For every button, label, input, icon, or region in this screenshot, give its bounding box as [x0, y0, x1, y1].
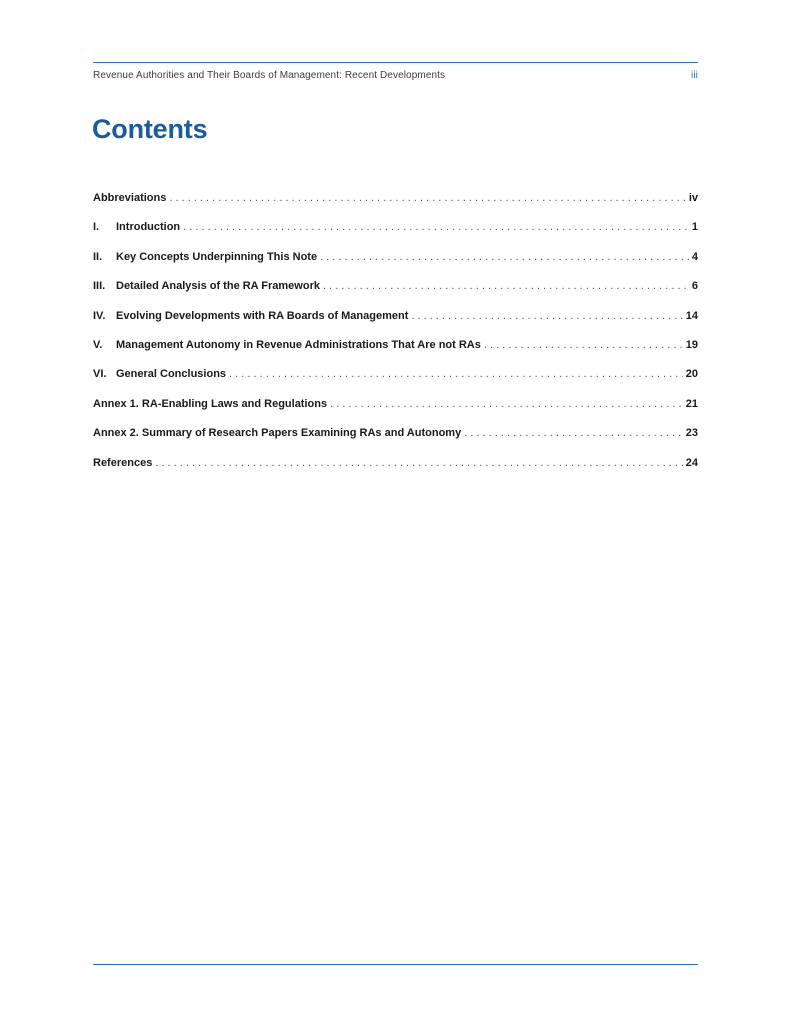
dot-leader — [155, 457, 682, 469]
running-header — [93, 68, 698, 82]
toc-entry-general-conclusions[interactable] — [93, 368, 698, 397]
dot-leader — [183, 221, 689, 233]
toc-page-number: 19 — [685, 338, 698, 351]
toc-section-number: III. — [93, 280, 106, 293]
toc-section-number: VI. — [93, 368, 107, 381]
dot-leader — [320, 251, 689, 263]
toc-entry-management-autonomy[interactable] — [93, 339, 698, 368]
toc-entry-evolving-developments[interactable] — [93, 310, 698, 339]
toc-section-number: IV. — [93, 309, 106, 322]
toc-entry-label: Evolving Developments with RA Boards of Management — [116, 309, 409, 322]
toc-entry-label: Abbreviations — [93, 192, 167, 204]
table-of-contents — [93, 192, 698, 486]
toc-entry-label: References — [93, 456, 153, 469]
toc-page-number: 6 — [691, 280, 698, 293]
toc-entry-detailed-analysis[interactable] — [93, 280, 698, 309]
toc-page-number: iv — [688, 192, 698, 204]
toc-entry-key-concepts[interactable] — [93, 251, 698, 280]
toc-entry-references[interactable] — [93, 457, 698, 486]
toc-page-number: 21 — [685, 397, 698, 410]
toc-entry-annex-2[interactable] — [93, 427, 698, 456]
toc-entry-label: Annex 2. Summary of Research Papers Examining RAs and Autonomy — [93, 427, 462, 440]
dot-leader — [323, 280, 689, 292]
page-title: Contents — [92, 114, 208, 144]
dot-leader — [411, 310, 682, 322]
toc-page-number: 24 — [685, 456, 698, 469]
dot-leader — [229, 368, 683, 380]
page-folio: iii — [691, 69, 698, 81]
dot-leader — [169, 192, 685, 204]
footer-rule — [93, 964, 698, 965]
toc-page-number: 4 — [691, 250, 698, 263]
toc-entry-label: Detailed Analysis of the RA Framework — [116, 280, 320, 293]
toc-page-number: 23 — [685, 427, 698, 440]
toc-entry-introduction[interactable] — [93, 221, 698, 250]
toc-entry-label: Key Concepts Underpinning This Note — [116, 250, 318, 263]
toc-section-number: II. — [93, 250, 103, 263]
running-title: Revenue Authorities and Their Boards of Management: Recent Developments — [93, 69, 446, 81]
toc-page-number: 14 — [685, 309, 698, 322]
toc-entry-label: Annex 1. RA-Enabling Laws and Regulations — [93, 397, 328, 410]
toc-entry-label: Introduction — [116, 221, 181, 234]
toc-entry-label: General Conclusions — [116, 368, 227, 381]
toc-section-number: I. — [93, 221, 100, 234]
toc-page-number: 20 — [685, 368, 698, 381]
toc-page-number: 1 — [691, 221, 698, 234]
toc-section-number: V. — [93, 338, 103, 351]
dot-leader — [484, 339, 683, 351]
toc-entry-label: Management Autonomy in Revenue Administrations That Are not RAs — [116, 338, 481, 351]
dot-leader — [464, 427, 683, 439]
toc-entry-abbreviations[interactable] — [93, 192, 698, 221]
dot-leader — [330, 398, 683, 410]
toc-entry-annex-1[interactable] — [93, 398, 698, 427]
header-rule — [93, 62, 698, 63]
